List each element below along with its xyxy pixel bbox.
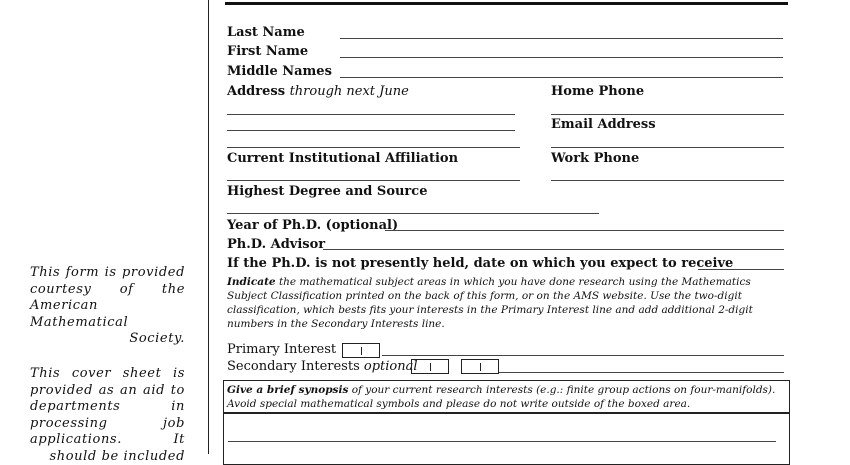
address-label-text: Address (227, 84, 286, 99)
home-phone-field[interactable] (551, 114, 784, 115)
phd-advisor-label: Ph.D. Advisor (227, 237, 326, 252)
instructions-lead: Indicate (227, 276, 276, 288)
last-name-field[interactable] (340, 38, 783, 39)
first-name-field[interactable] (340, 57, 783, 58)
primary-interest-code-box[interactable] (342, 343, 380, 358)
secondary-interest-code-box-1[interactable] (411, 359, 449, 374)
address-line-3[interactable] (227, 147, 520, 148)
address-line-2[interactable] (227, 130, 515, 131)
address-note: through next June (289, 84, 409, 99)
secondary-interests-label (227, 359, 418, 374)
address-line-1[interactable] (227, 114, 515, 115)
address-label (227, 84, 409, 99)
aid-note: This cover sheet is provided as an aid to departments in processing job applications. It should be included (30, 366, 185, 464)
instructions-paragraph (227, 275, 787, 331)
primary-interest-line[interactable] (382, 355, 784, 356)
secondary-interest-code-box-2[interactable] (461, 359, 499, 374)
instructions-text: the mathematical subject areas in which you have done research using the Mathematics Subject Classification printed on the back of this form, or on the AMS website. Use the two-digit classification, which bests fits your interests in the Primary Interest line and add additional 2-digit numbers in the Secondary Interests line. (227, 276, 753, 330)
code-box-divider (480, 363, 481, 371)
primary-interest-label: Primary Interest (227, 342, 337, 357)
synopsis-instructions (227, 383, 785, 411)
work-phone-label: Work Phone (551, 151, 640, 166)
phd-year-label: Year of Ph.D. (optional) (227, 218, 399, 233)
courtesy-note: This form is provided courtesy of the American Mathematical Society. (30, 265, 185, 346)
affiliation-label: Current Institutional Affiliation (227, 151, 459, 166)
highest-degree-label: Highest Degree and Source (227, 184, 428, 199)
email-field[interactable] (551, 147, 784, 148)
secondary-interests-note: optional (363, 359, 418, 374)
synopsis-lead: Give a brief synopsis (227, 384, 349, 396)
middle-names-field[interactable] (340, 77, 783, 78)
last-name-label: Last Name (227, 25, 305, 40)
synopsis-line-1[interactable] (228, 441, 776, 442)
header-rule (225, 2, 788, 5)
home-phone-label: Home Phone (551, 84, 645, 99)
secondary-interests-line[interactable] (499, 372, 784, 373)
phd-expected-label: If the Ph.D. is not presently held, date on which you expect to receive (227, 256, 734, 271)
code-box-divider (430, 363, 431, 371)
first-name-label: First Name (227, 44, 309, 59)
highest-degree-field[interactable] (227, 213, 599, 214)
middle-names-label: Middle Names (227, 64, 332, 79)
phd-expected-field[interactable] (698, 269, 784, 270)
synopsis-instructions-box (223, 380, 790, 413)
affiliation-field[interactable] (227, 180, 520, 181)
synopsis-writing-box[interactable] (223, 413, 790, 465)
secondary-interests-text: Secondary Interests (227, 359, 360, 374)
synopsis-text: of your current research interests (e.g.: finite group actions on four-manifolds). Avoid special mathematical symbols and please do not write outside of the boxed area. (227, 384, 776, 410)
code-box-divider (361, 347, 362, 355)
email-label: Email Address (551, 117, 656, 132)
phd-year-field[interactable] (385, 230, 784, 231)
work-phone-field[interactable] (551, 180, 784, 181)
phd-advisor-field[interactable] (323, 249, 784, 250)
column-divider (208, 0, 209, 454)
